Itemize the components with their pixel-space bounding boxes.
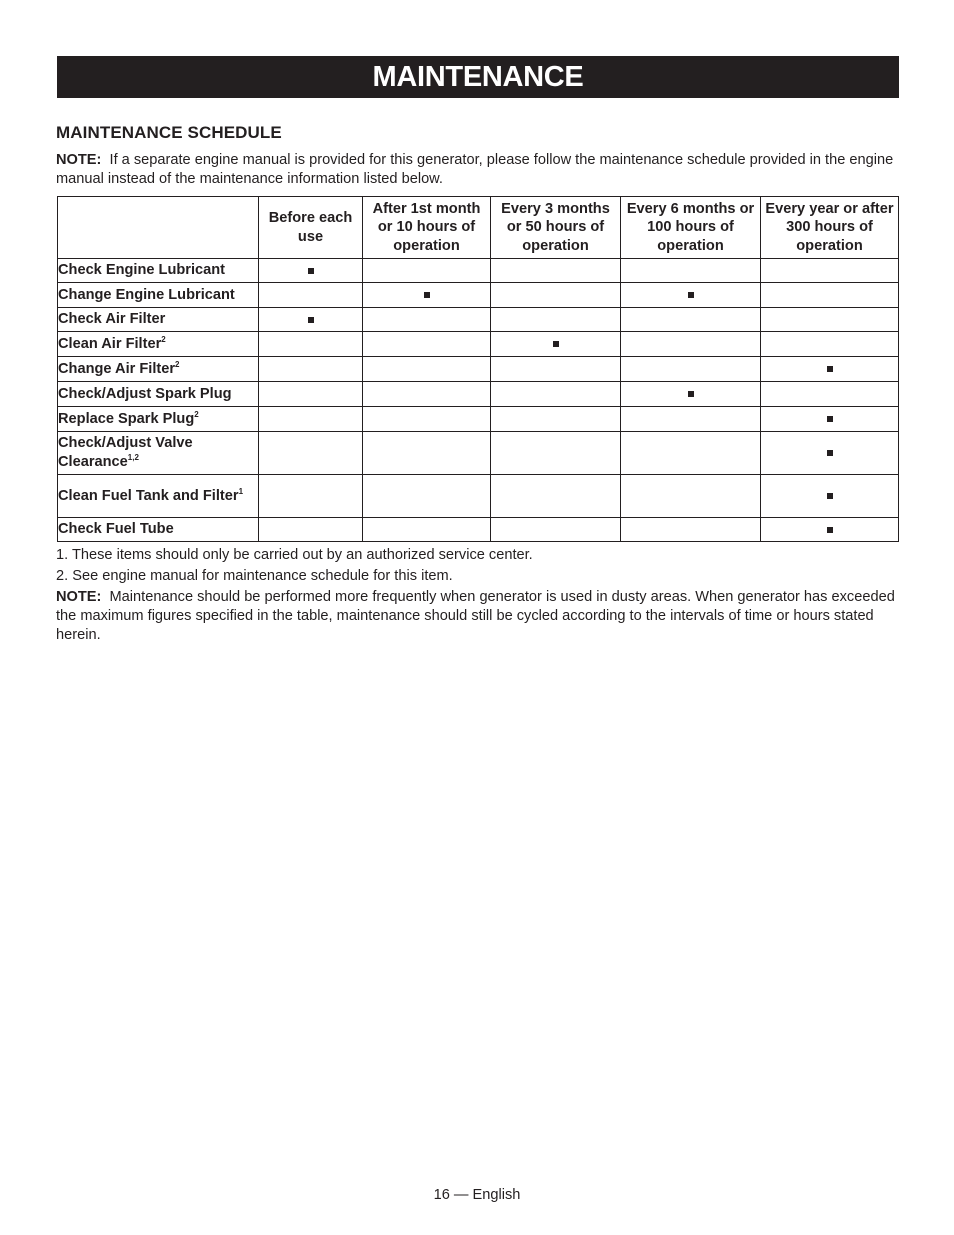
task-label: Change Engine Lubricant — [58, 286, 235, 303]
note-text: If a separate engine manual is provided for this generator, please follow the maintenance schedule provided in the engine manual instead of the maintenance information listed below. — [56, 152, 894, 187]
footnote-reference: 1,2 — [127, 453, 139, 463]
schedule-cell — [259, 382, 363, 407]
task-label: Check Air Filter — [58, 311, 166, 327]
task-cell — [58, 475, 259, 518]
note-engine-manual — [56, 151, 902, 189]
task-label: Check/Adjust Valve Clearance — [58, 435, 193, 470]
footnote-1: 1. These items should only be carried out by an authorized service center. — [56, 547, 533, 563]
task-cell — [58, 308, 259, 332]
schedule-cell — [259, 432, 363, 475]
column-header-before-each-use: Before each use — [259, 197, 363, 259]
schedule-cell — [621, 357, 761, 382]
schedule-cell — [761, 518, 899, 542]
bullet-square-icon — [308, 317, 314, 323]
bullet-square-icon — [424, 292, 430, 298]
page-footer: 16 — English — [433, 1187, 521, 1203]
table-row — [58, 259, 899, 283]
column-header-first-month: After 1st month or 10 hours of operation — [363, 197, 491, 259]
bullet-square-icon — [827, 366, 833, 372]
schedule-cell — [363, 259, 491, 283]
schedule-cell — [363, 518, 491, 542]
table-row — [58, 432, 899, 475]
task-cell — [58, 332, 259, 357]
task-cell — [58, 283, 259, 308]
schedule-cell — [621, 475, 761, 518]
column-header-6-months: Every 6 months or 100 hours of operation — [621, 197, 761, 259]
column-header-3-months: Every 3 months or 50 hours of operation — [491, 197, 621, 259]
schedule-cell — [363, 475, 491, 518]
table-header-row — [58, 197, 899, 259]
table-row — [58, 332, 899, 357]
table-row — [58, 382, 899, 407]
table-body — [58, 259, 899, 542]
schedule-cell — [363, 407, 491, 432]
schedule-cell — [491, 518, 621, 542]
section-title: MAINTENANCE SCHEDULE — [56, 123, 282, 142]
task-cell — [58, 518, 259, 542]
schedule-cell — [363, 283, 491, 308]
schedule-cell — [621, 382, 761, 407]
task-label: Clean Air Filter — [58, 335, 162, 352]
schedule-cell — [761, 332, 899, 357]
schedule-cell — [621, 332, 761, 357]
schedule-cell — [491, 432, 621, 475]
schedule-cell — [761, 407, 899, 432]
schedule-cell — [259, 518, 363, 542]
schedule-cell — [491, 407, 621, 432]
task-label: Change Air Filter — [58, 360, 176, 377]
task-cell — [58, 432, 259, 475]
task-cell — [58, 382, 259, 407]
schedule-cell — [259, 357, 363, 382]
note-label: NOTE: — [56, 152, 102, 168]
task-cell — [58, 259, 259, 283]
page-banner-title: MAINTENANCE — [57, 56, 899, 98]
schedule-cell — [363, 332, 491, 357]
bullet-square-icon — [827, 493, 833, 499]
schedule-cell — [491, 357, 621, 382]
schedule-cell — [761, 259, 899, 283]
schedule-cell — [761, 357, 899, 382]
schedule-cell — [259, 259, 363, 283]
schedule-cell — [761, 382, 899, 407]
task-cell — [58, 407, 259, 432]
task-label: Clean Fuel Tank and Filter — [58, 487, 239, 504]
schedule-cell — [621, 518, 761, 542]
bullet-square-icon — [688, 391, 694, 397]
footnote-reference: 2 — [175, 359, 180, 369]
schedule-cell — [259, 407, 363, 432]
schedule-cell — [491, 259, 621, 283]
table-row — [58, 308, 899, 332]
footnote-reference: 1 — [238, 486, 244, 496]
schedule-cell — [491, 332, 621, 357]
schedule-cell — [259, 475, 363, 518]
task-label: Replace Spark Plug — [58, 410, 195, 427]
table-row — [58, 283, 899, 308]
schedule-cell — [491, 382, 621, 407]
bullet-square-icon — [553, 341, 559, 347]
bullet-square-icon — [827, 416, 833, 422]
column-header-task — [58, 197, 259, 259]
note-text: Maintenance should be performed more frequently when generator is used in dusty areas. When generator has exceeded the maximum figures specified in the table, maintenance should still be cycled according to the intervals of time or hours stated herein. — [56, 589, 895, 643]
table-row — [58, 475, 899, 518]
note-label: NOTE: — [56, 589, 102, 605]
schedule-cell — [621, 283, 761, 308]
maintenance-schedule-table — [57, 196, 899, 542]
bullet-square-icon — [827, 450, 833, 456]
schedule-cell — [491, 308, 621, 332]
schedule-cell — [363, 382, 491, 407]
schedule-cell — [259, 283, 363, 308]
schedule-cell — [761, 308, 899, 332]
table-row — [58, 357, 899, 382]
schedule-cell — [621, 308, 761, 332]
task-label: Check Fuel Tube — [58, 521, 174, 537]
schedule-cell — [259, 308, 363, 332]
task-label: Check/Adjust Spark Plug — [58, 385, 232, 402]
schedule-cell — [491, 475, 621, 518]
footnote-2: 2. See engine manual for maintenance schedule for this item. — [56, 568, 453, 584]
schedule-cell — [761, 283, 899, 308]
schedule-cell — [363, 308, 491, 332]
bullet-square-icon — [827, 527, 833, 533]
schedule-cell — [621, 407, 761, 432]
schedule-cell — [491, 283, 621, 308]
schedule-cell — [761, 432, 899, 475]
schedule-cell — [363, 357, 491, 382]
footnote-reference: 2 — [194, 409, 199, 419]
schedule-cell — [363, 432, 491, 475]
bullet-square-icon — [308, 268, 314, 274]
schedule-cell — [621, 432, 761, 475]
bullet-square-icon — [688, 292, 694, 298]
column-header-yearly: Every year or after 300 hours of operation — [761, 197, 899, 259]
table-row — [58, 407, 899, 432]
footnote-reference: 2 — [161, 334, 166, 344]
note-dusty-areas — [56, 588, 902, 645]
schedule-cell — [621, 259, 761, 283]
task-cell — [58, 357, 259, 382]
task-label: Check Engine Lubricant — [58, 262, 226, 278]
table-row — [58, 518, 899, 542]
schedule-cell — [259, 332, 363, 357]
schedule-cell — [761, 475, 899, 518]
